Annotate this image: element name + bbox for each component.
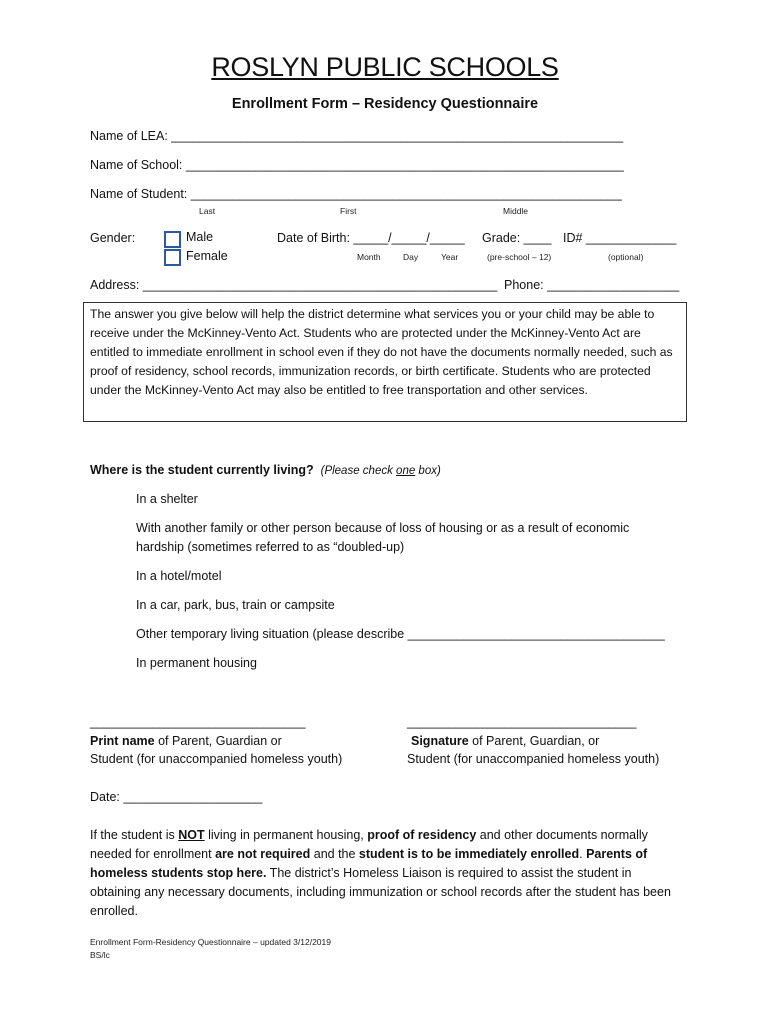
last-name-label: Last — [199, 206, 216, 216]
lea-field[interactable]: Name of LEA: _________________________________________________________________ — [90, 129, 624, 143]
closing-text: The district’s Homeless Liaison is required to assist the student in obtaining any necessary documents, including immunization or school records after the student has been enrolled. — [90, 866, 671, 918]
dob-month-label: Month — [357, 252, 381, 262]
print-name-caption — [90, 734, 282, 748]
dob-field[interactable]: Date of Birth: _____/_____/_____ — [277, 231, 465, 245]
print-name-line[interactable]: _______________________________ — [90, 715, 306, 729]
footer-form-info: Enrollment Form-Residency Questionnaire – updated 3/12/2019 — [90, 937, 331, 947]
school-field[interactable]: Name of School: _______________________________________________________________ — [90, 158, 624, 172]
address-field[interactable]: Address: ___________________________________________________ — [90, 278, 498, 292]
middle-name-label: Middle — [503, 206, 529, 216]
option-other-temporary[interactable]: Other temporary living situation (please describe _____________________________________ — [136, 627, 665, 641]
closing-text: and the — [310, 847, 359, 861]
male-label: Male — [186, 230, 214, 244]
option-car-park[interactable]: In a car, park, bus, train or campsite — [136, 598, 335, 612]
male-checkbox[interactable] — [164, 231, 181, 248]
question-label: Where is the student currently living? — [90, 463, 314, 477]
option-permanent-housing[interactable]: In permanent housing — [136, 656, 257, 670]
id-note: (optional) — [608, 252, 644, 262]
notice-text: The answer you give below will help the district determine what services you or your child may be able to receive under the McKinney-Vento Act. Students who are protected under the McKinney-Vento Act are entitled to immediate enrollment in school even if they do not have the documents normally needed, such as proof of residency, school records, immunization records, or birth certificate. Students who are protected under the McKinney-Vento Act may also be entitled to free transportation and other services. — [90, 307, 673, 397]
dob-year-label: Year — [441, 252, 459, 262]
signature-caption-line2: Student (for unaccompanied homeless youth) — [407, 752, 660, 766]
living-question — [90, 463, 441, 477]
option-doubled-up-cont: hardship (sometimes referred to as “doubled-up) — [136, 540, 405, 554]
signature-bold: Signature — [411, 734, 469, 748]
closing-not: NOT — [178, 828, 205, 842]
print-name-rest: of Parent, Guardian or — [154, 734, 282, 748]
footer-initials: BS/lc — [90, 950, 110, 960]
question-hint-end: box) — [415, 465, 441, 477]
female-checkbox[interactable] — [164, 249, 181, 266]
page-title: ROSLYN PUBLIC SCHOOLS — [211, 52, 559, 82]
closing-immediately-enrolled: student is to be immediately enrolled — [358, 847, 580, 861]
closing-stop-here: Parents of homeless students stop here. — [90, 847, 648, 880]
phone-field[interactable]: Phone: ___________________ — [504, 278, 680, 292]
id-field[interactable]: ID# _____________ — [563, 231, 677, 245]
closing-text: and other documents normally needed for enrollment — [90, 828, 648, 861]
question-hint-start: (Please check — [320, 465, 397, 477]
print-name-caption-line2: Student (for unaccompanied homeless youth) — [90, 752, 343, 766]
grade-field[interactable]: Grade: ____ — [482, 231, 552, 245]
question-hint-emphasis: one — [396, 465, 416, 477]
closing-paragraph — [90, 826, 680, 921]
page-subtitle: Enrollment Form – Residency Questionnaire — [231, 96, 539, 112]
option-doubled-up[interactable]: With another family or other person because of loss of housing or as a result of economic — [136, 521, 630, 535]
closing-not-required: are not required — [215, 847, 311, 861]
date-field[interactable]: Date: ____________________ — [90, 790, 263, 804]
mckinney-vento-notice — [83, 302, 687, 422]
option-hotel[interactable]: In a hotel/motel — [136, 569, 222, 583]
first-name-label: First — [340, 206, 357, 216]
gender-label: Gender: — [90, 231, 136, 245]
option-shelter[interactable]: In a shelter — [136, 492, 198, 506]
closing-text: . — [579, 847, 587, 861]
print-name-bold: Print name — [90, 734, 155, 748]
dob-day-label: Day — [403, 252, 419, 262]
grade-note: (pre-school – 12) — [487, 252, 552, 262]
closing-text: If the student is — [90, 828, 179, 842]
closing-text: living in permanent housing, — [204, 828, 368, 842]
closing-proof-of-residency: proof of residency — [367, 828, 477, 842]
student-name-field[interactable]: Name of Student: ______________________________________________________________ — [90, 187, 622, 201]
signature-rest: of Parent, Guardian, or — [468, 734, 600, 748]
signature-caption — [411, 734, 599, 748]
female-label: Female — [186, 249, 228, 263]
signature-line[interactable]: _________________________________ — [407, 715, 637, 729]
